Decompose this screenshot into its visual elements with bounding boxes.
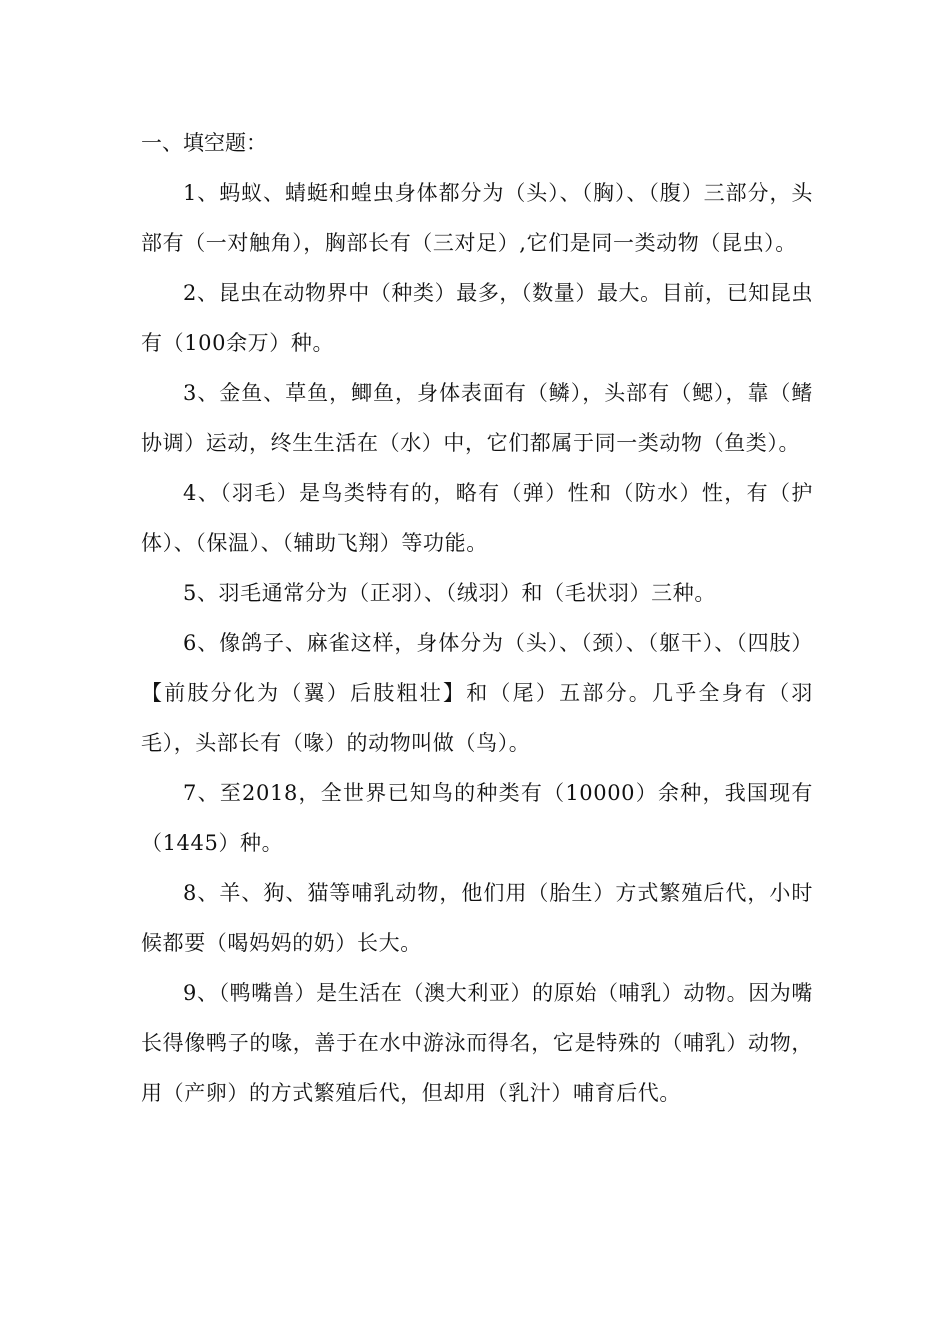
document-body (141, 118, 813, 1118)
question-2: 2、昆虫在动物界中（种类）最多，（数量）最大。目前，已知昆虫有（100余万）种。 (141, 281, 813, 355)
question-3: 3、金鱼、草鱼，鲫鱼，身体表面有（鳞），头部有（鳃），靠（鳍协调）运动，终生生活在（水）中，它们都属于同一类动物（鱼类）。 (141, 381, 813, 455)
question-8: 8、羊、狗、猫等哺乳动物，他们用（胎生）方式繁殖后代，小时候都要（喝妈妈的奶）长大。 (141, 881, 813, 955)
question-4: 4、（羽毛）是鸟类特有的，略有（弹）性和（防水）性，有（护体）、（保温）、（辅助飞翔）等功能。 (141, 481, 813, 555)
question-7: 7、至2018，全世界已知鸟的种类有（10000）余种，我国现有（1445）种。 (141, 781, 813, 855)
question-1: 1、蚂蚁、蜻蜓和蝗虫身体都分为（头）、（胸）、（腹）三部分，头部有（一对触角），胸部长有（三对足）,它们是同一类动物（昆虫）。 (141, 181, 813, 255)
question-6: 6、像鸽子、麻雀这样，身体分为（头）、（颈）、（躯干）、（四肢）【前肢分化为（翼）后肢粗壮】和（尾）五部分。几乎全身有（羽毛），头部长有（喙）的动物叫做（鸟）。 (141, 631, 813, 755)
section-heading: 一、填空题： (141, 131, 267, 155)
question-9: 9、（鸭嘴兽）是生活在（澳大利亚）的原始（哺乳）动物。因为嘴长得像鸭子的喙，善于在水中游泳而得名，它是特殊的（哺乳）动物，用（产卵）的方式繁殖后代，但却用（乳汁）哺育后代。 (141, 981, 813, 1105)
question-5: 5、羽毛通常分为（正羽）、（绒羽）和（毛状羽）三种。 (183, 581, 716, 605)
